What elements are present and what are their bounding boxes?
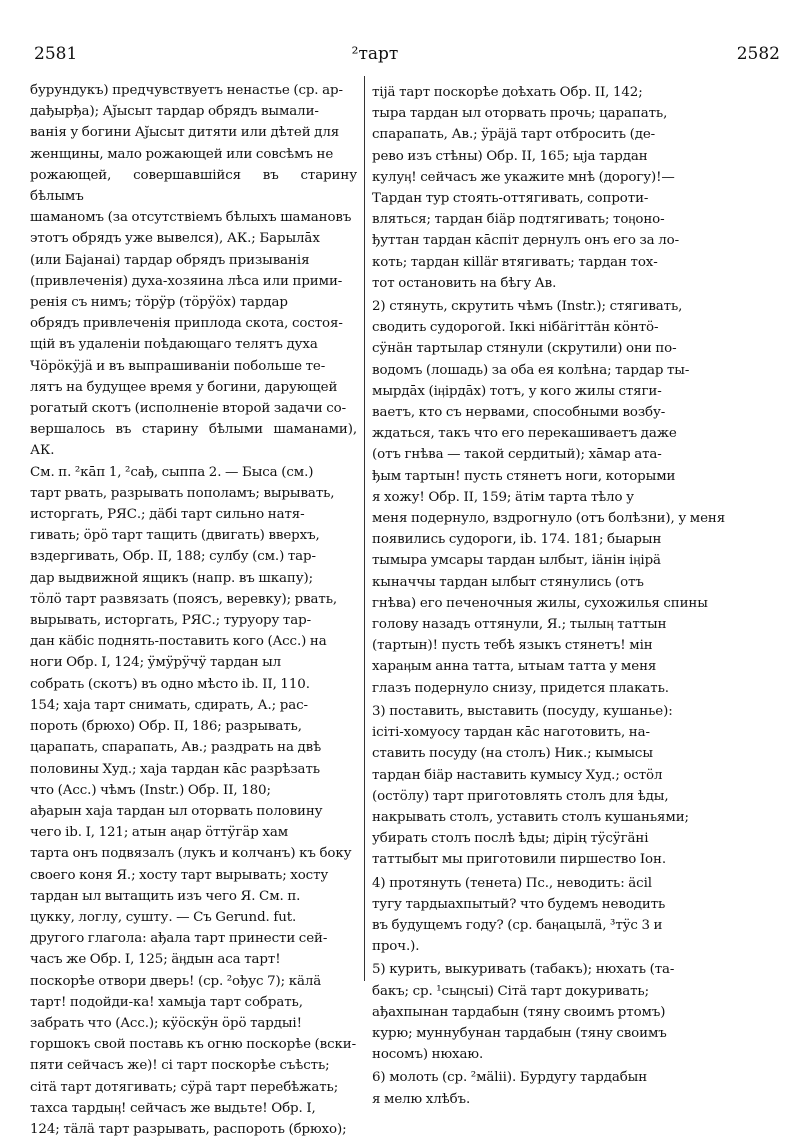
text-line: сітä тарт дотягивать; сӱрä тарт перебѣжать; — [30, 1079, 339, 1095]
text-line: рогатый скотъ (исполненіе второй задачи со- — [30, 401, 347, 417]
sense-paragraph — [372, 701, 757, 871]
text-line: 2) стянуть, скрутить чѣмъ (Instr.); стягивать, — [372, 299, 683, 315]
text-line: царапать, спарапать, Ав.; раздрать на двѣ — [30, 740, 322, 756]
text-line: кыначчы тардан ылбыт стянулись (отъ — [372, 574, 644, 590]
text-line: спарапать, Ав.; ӱрäјä тарт отбросить (де- — [372, 127, 656, 143]
text-line: въ будущемъ году? (ср. баӊацылä, ³тӱс 3 и — [372, 917, 663, 933]
text-line: цукку, логлу, сушту. — Съ Gerund. fut. — [30, 909, 297, 925]
text-line: пороть (брюхо) Обр. II, 186; разрывать, — [30, 719, 302, 735]
text-line: вершалось въ старину бѣлыми шаманами), АК. — [30, 422, 357, 459]
text-line: Чӧрӧкӱјӓ и въ выпрашиваніи побольше те- — [30, 358, 326, 374]
sense-paragraph — [372, 959, 757, 1065]
text-line: сводить судорогой. Іккі нібäгіттäн кӧнтӧ- — [372, 320, 659, 336]
text-line: ісіті-хомуосу тардан кāс наготовить, на- — [372, 725, 650, 741]
text-line: чего ib. I, 121; атын аӊар ӧттӱгӓр хам — [30, 825, 289, 841]
text-line: Тардан тур стоять-оттягивать, сопроти- — [372, 191, 649, 207]
text-line: ђуттан тардан кāспіт дернулъ онъ его за ло- — [372, 233, 679, 249]
text-line: голову назадъ оттянули, Я.; тылыӊ таттын — [372, 617, 667, 633]
column-divider — [364, 76, 365, 981]
text-line: 154; хаја тарт снимать, сдирать, А.; рас- — [30, 697, 308, 713]
text-line: гивать; ӧрӧ тарт тащить (двигать) вверхъ, — [30, 528, 320, 544]
text-line: исторгать, РЯС.; дäбі тарт сильно натя- — [30, 507, 305, 523]
text-line: тымыра умсары тардан ылбыт, іäнін іӊірä — [372, 553, 661, 569]
text-line: ђым тартын! пусть стянетъ ноги, которыми — [372, 468, 676, 484]
text-line: обрядъ привлеченія приплода скота, состоя- — [30, 316, 343, 332]
text-line: я мелю хлѣбъ. — [372, 1091, 471, 1107]
text-line: женщины, мало рожающей или совсѣмъ не — [30, 146, 334, 162]
text-line: 3) поставить, выставить (посуду, кушанье): — [372, 703, 673, 719]
text-line: меня подернуло, вздрогнуло (отъ болѣзни), у меня — [372, 511, 726, 527]
text-line: лятъ на будущее время у богини, дарующей — [30, 379, 338, 395]
text-line: тот остановить на бѣгу Ав. — [372, 275, 557, 291]
text-line: (остӧлу) тарт приготовлять столъ для ѣды, — [372, 788, 669, 804]
text-line: (тартын)! пусть тебѣ языкъ стянетъ! мін — [372, 638, 653, 654]
text-line: накрывать столъ, уставить столъ кушаньями; — [372, 809, 689, 825]
text-line: кулуӊ! сейчасъ же укажите мнѣ (дорогу)!— — [372, 169, 675, 185]
text-line: дан кäбіс поднять-поставить кого (Acc.) на — [30, 634, 327, 650]
text-line: коть; тардан кіllär втягивать; тардан тох- — [372, 254, 658, 270]
text-line: ждаться, такъ что его перекашиваетъ даже — [372, 426, 677, 442]
text-line: сӱнäн тартылар стянули (скрутили) они по- — [372, 341, 677, 357]
text-line: проч.). — [372, 939, 420, 955]
text-line: что (Acc.) чѣмъ (Instr.) Обр. II, 180; — [30, 782, 271, 798]
text-line: пяти сейчасъ же)! сі тарт поскорѣе съѣсть; — [30, 1058, 330, 1074]
text-line: тыра тардан ыл оторвать прочь; царапать, — [372, 106, 668, 122]
text-line: забрать что (Acc.); кӱӧскӱн ӧрӧ тардыі! — [30, 1015, 302, 1031]
text-line: вляться; тардан біäр подтягивать; тоӊоно- — [372, 212, 665, 228]
text-line: этотъ обрядъ уже вывелся), АК.; Барылāх — [30, 231, 320, 247]
text-line: тардан біäр наставить кумысу Худ.; остӧл — [372, 767, 663, 783]
text-line: я хожу! Обр. II, 159; äтім тарта тѣло у — [372, 489, 634, 505]
left-page-number: 2581 — [34, 44, 78, 64]
text-line: рево изъ стѣны) Обр. II, 165; ыја тардан — [372, 148, 648, 164]
sense-paragraph — [372, 873, 757, 958]
text-line: половины Худ.; хаја тардан кāс разрѣзать — [30, 761, 320, 777]
text-line: ванія у богини Ај̆ысыт дитяти или дѣтей для — [30, 125, 340, 141]
right-page-number: 2582 — [736, 44, 780, 64]
text-line: шаманомъ (за отсутствіемъ бѣлыхъ шамановъ — [30, 210, 352, 226]
text-line: тардан ыл вытащить изъ чего Я. См. п. — [30, 888, 301, 904]
text-line: (привлеченія) духа-хозяина лѣса или прими- — [30, 273, 343, 289]
text-line: другого глагола: ађала тарт принести сей- — [30, 931, 328, 947]
sense-paragraph — [372, 1067, 757, 1109]
text-line: дађырђа); Ај̆ысыт тардар обрядъ вымали- — [30, 104, 319, 120]
text-line: горшокъ свой поставь къ огню поскорѣе (вски- — [30, 1037, 357, 1053]
text-line: тугу тардыахпытый? что будемъ неводить — [372, 896, 666, 912]
text-line: тӧлӧ тарт развязать (поясъ, веревку); рвать, — [30, 591, 338, 607]
text-line: тахса тардыӊ! сейчасъ же выдьте! Обр. I, — [30, 1100, 316, 1116]
text-line: вздергивать, Обр. II, 188; сулбу (см.) тар- — [30, 549, 316, 565]
text-line: убирать столъ послѣ ѣды; дірің тӱсӱгäні — [372, 831, 649, 847]
text-line: 4) протянуть (тенета) Пс., неводить: äсіl — [372, 875, 652, 891]
text-line: тарта онъ подвязалъ (лукъ и колчанъ) къ боку — [30, 846, 352, 862]
text-line: таттыбыт мы приготовили пиршество Іон. — [372, 852, 666, 868]
text-line: тарт! подойди-ка! хамыја тарт собрать, — [30, 994, 303, 1010]
text-line: (или Бајанаі) тардар обрядъ призыванія — [30, 252, 310, 268]
text-line: водомъ (лошадь) за оба ея колѣна; тардар ты- — [372, 362, 690, 378]
text-line: ренія съ нимъ; тӧрӱр (тӧрӱӧх) тардар — [30, 295, 288, 311]
text-line: хараӊым анна татта, ытыам татта у меня — [372, 659, 657, 675]
text-line: поскорѣе отвори дверь! (ср. ²ођус 7); кäлä — [30, 973, 322, 989]
text-line: дар выдвижной ящикъ (напр. въ шкапу); — [30, 570, 314, 586]
text-line: рожающей, совершавшійся въ старину бѣлымъ — [30, 167, 357, 205]
text-line: носомъ) нюхаю. — [372, 1047, 484, 1063]
text-line: курю; муннубунан тардабын (тяну своимъ — [372, 1025, 667, 1041]
text-line: гнѣва) его печеночныя жилы, сухожилья спины — [372, 595, 708, 611]
text-line: См. п. ²кāп 1, ²сађ, сыппа 2. — Быса (см.) — [30, 464, 314, 480]
text-line: мырдāх (іӊірдāх) тотъ, у кого жилы стяги- — [372, 383, 662, 399]
sense-paragraph — [372, 82, 757, 294]
text-line: (отъ гнѣва — такой сердитый); хāмар ата- — [372, 447, 662, 463]
text-line: вырывать, исторгать, РЯС.; туруору тар- — [30, 613, 312, 629]
text-line: щій въ удаленіи поѣдающаго телятъ духа — [30, 337, 318, 353]
text-line: ађарын хаја тардан ыл оторвать половину — [30, 803, 323, 819]
text-line: ноги Обр. I, 124; ӱмӱрӱчӱ тардан ыл — [30, 655, 282, 671]
text-line: 6) молоть (ср. ²мälіі). Бурдугу тардабын — [372, 1070, 648, 1086]
text-line: ваетъ, кто съ нервами, способными возбу- — [372, 405, 666, 421]
text-line: 5) курить, выкуривать (табакъ); нюхать (та- — [372, 962, 675, 978]
text-line: собрать (скотъ) въ одно мѣсто ib. II, 110. — [30, 676, 310, 692]
right-column — [372, 80, 757, 1110]
running-headword: ²тарт — [351, 44, 399, 64]
text-line: тарт рвать, разрывать пополамъ; вырывать, — [30, 485, 335, 501]
page-header — [0, 44, 800, 68]
text-line: бурундукъ) предчувствуетъ ненастье (ср. ар- — [30, 83, 343, 98]
text-line: тіјä тарт поскорѣе доѣхать Обр. II, 142; — [372, 85, 643, 100]
text-line: бакъ; ср. ¹сыӊсыі) Сітä тарт докуривать; — [372, 983, 649, 999]
text-line: появились судороги, ib. 174. 181; быарын — [372, 532, 662, 548]
left-column — [30, 80, 357, 1140]
text-line: ађахпынан тардабын (тяну своимъ ртомъ) — [372, 1004, 666, 1020]
text-line: часъ же Обр. I, 125; äӊдын аса тарт! — [30, 952, 281, 968]
text-line: глазъ подернуло снизу, придется плакать. — [372, 680, 669, 696]
text-line: 124; тäлä тарт разрывать, распороть (брюхо); — [30, 1121, 347, 1137]
text-line: ставить посуду (на столъ) Ник.; кымысы — [372, 746, 653, 762]
sense-paragraph — [372, 296, 757, 699]
text-line: своего коня Я.; хосту тарт вырывать; хосту — [30, 867, 329, 883]
